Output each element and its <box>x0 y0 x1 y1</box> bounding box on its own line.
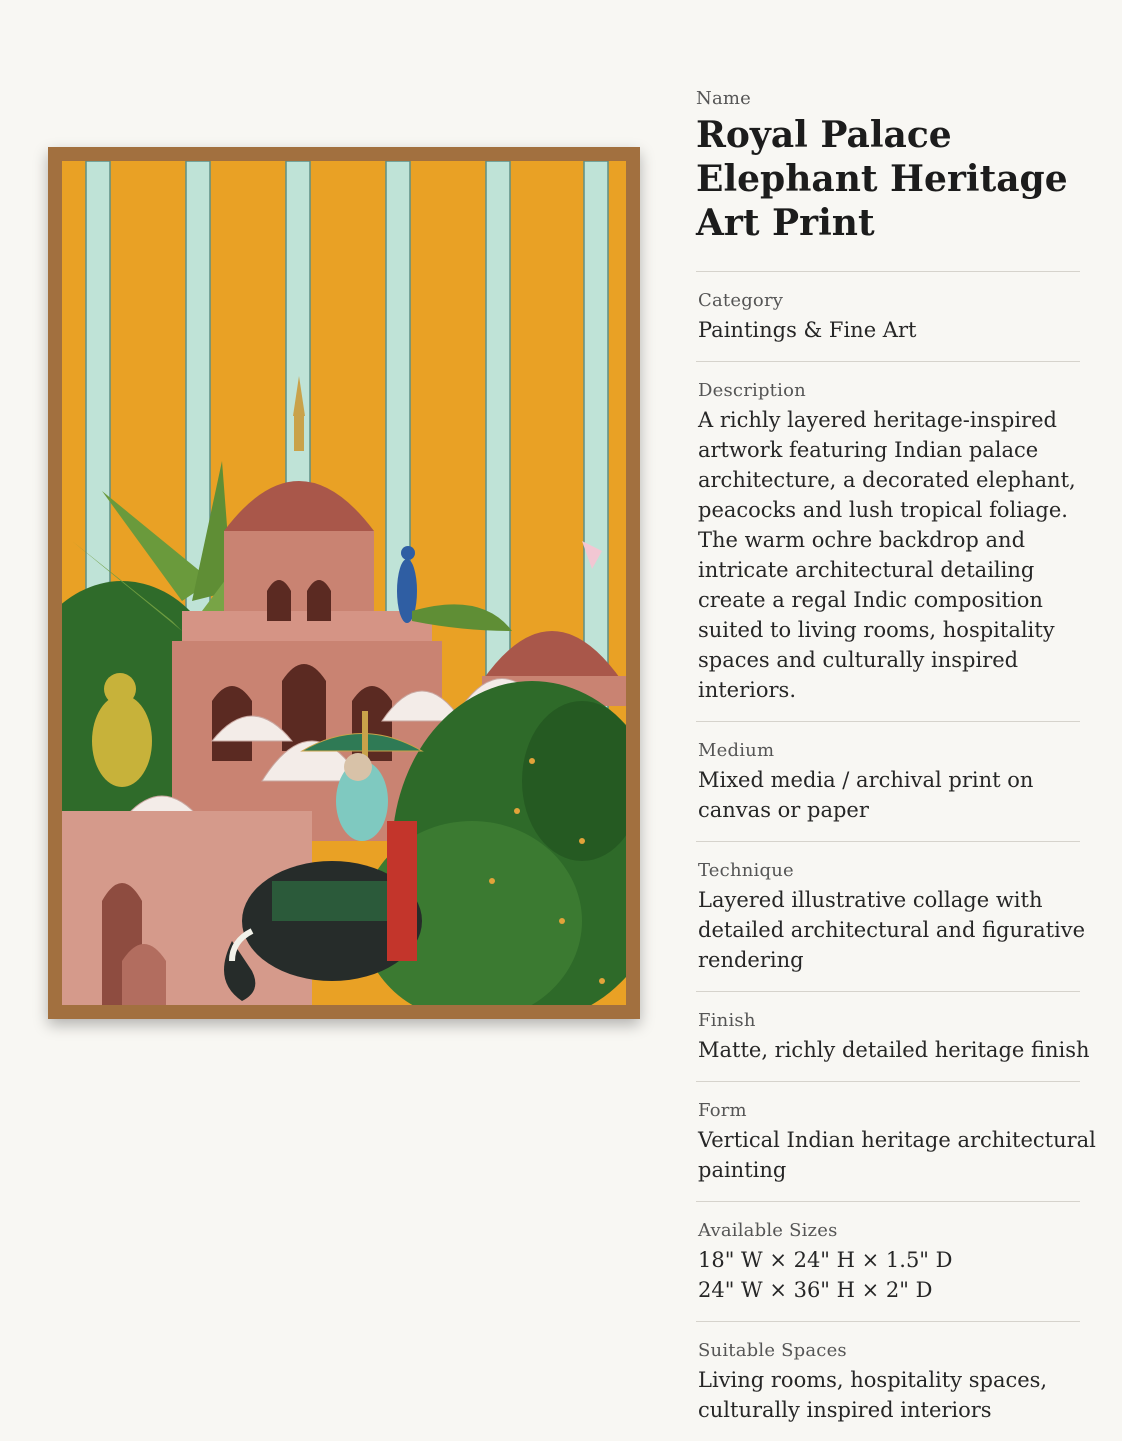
category-section <box>696 272 1096 361</box>
finish-section <box>696 992 1096 1081</box>
description-value: A richly layered heritage-inspired artwork featuring Indian palace architecture, a decorated elephant, peacocks and lush tropical foliage. The warm ochre backdrop and intricate architectural detailing create a regal Indic composition suited to living rooms, hospitality spaces and culturally inspired interiors. <box>698 408 1076 702</box>
technique-value: Layered illustrative collage with detailed architectural and figurative rendering <box>698 888 1086 972</box>
sizes-section <box>696 1202 1096 1321</box>
category-label: Category <box>698 290 784 311</box>
medium-value: Mixed media / archival print on canvas or paper <box>698 768 1034 822</box>
finish-value: Matte, richly detailed heritage finish <box>698 1038 1090 1062</box>
spaces-section <box>696 1322 1096 1441</box>
size-option: 24" W × 36" H × 2" D <box>698 1278 933 1302</box>
medium-section <box>696 722 1096 841</box>
technique-label: Technique <box>698 860 794 881</box>
product-title: Royal Palace Elephant Heritage Art Print <box>696 114 1068 244</box>
category-value: Paintings & Fine Art <box>698 318 917 342</box>
artwork-image <box>48 147 640 1019</box>
size-option: 18" W × 24" H × 1.5" D <box>698 1248 953 1272</box>
product-details <box>696 88 1096 1441</box>
description-label: Description <box>698 380 806 401</box>
form-section <box>696 1082 1096 1201</box>
name-section <box>696 88 1096 271</box>
sizes-label: Available Sizes <box>698 1220 838 1241</box>
technique-section <box>696 842 1096 991</box>
artwork-painting <box>62 161 626 1005</box>
description-section <box>696 362 1096 721</box>
medium-label: Medium <box>698 740 775 761</box>
finish-label: Finish <box>698 1010 756 1031</box>
name-label: Name <box>696 88 752 109</box>
spaces-value: Living rooms, hospitality spaces, culturally inspired interiors <box>698 1368 1048 1422</box>
spaces-label: Suitable Spaces <box>698 1340 847 1361</box>
form-value: Vertical Indian heritage architectural painting <box>698 1128 1096 1182</box>
form-label: Form <box>698 1100 747 1121</box>
